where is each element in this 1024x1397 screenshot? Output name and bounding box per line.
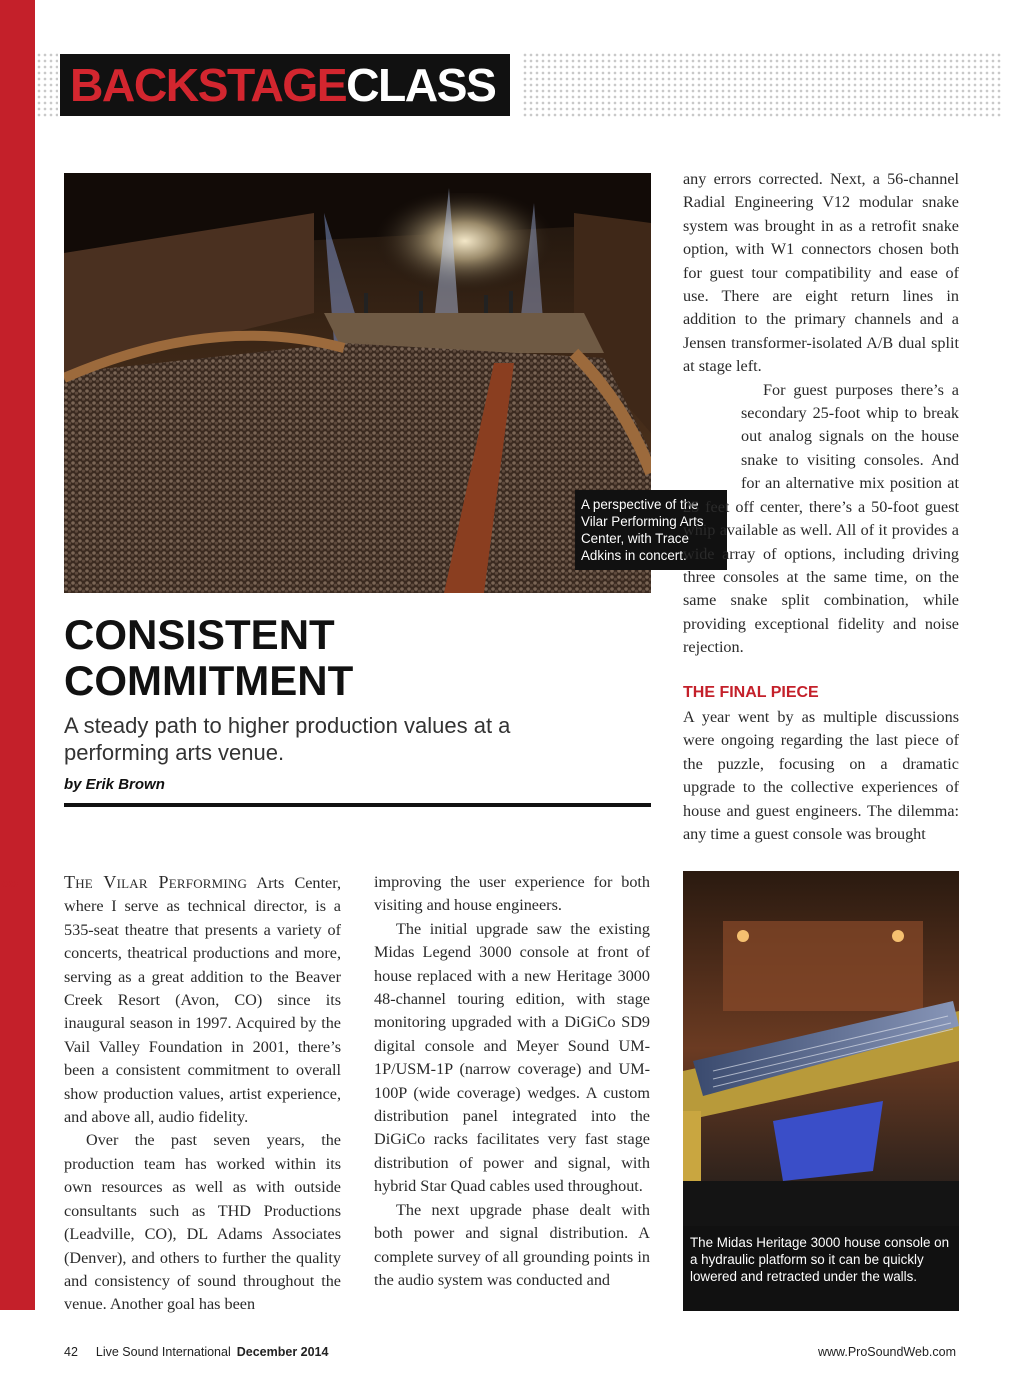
section-banner xyxy=(60,54,510,116)
console-caption: The Midas Heritage 3000 house console on a hydraulic platform so it can be quickly lowered and retracted under the walls. xyxy=(683,1226,959,1311)
caption-inset-space xyxy=(683,383,741,477)
article-subtitle: A steady path to higher production values at a performing arts venue. xyxy=(64,713,511,765)
issue-date: December 2014 xyxy=(236,1345,329,1359)
paragraph: The next upgrade phase dealt with both power and signal distribution. A complete survey of all grounding points in the audio system was conducted and xyxy=(374,1200,650,1289)
column-1 xyxy=(64,871,341,1317)
title-rule xyxy=(64,803,651,807)
section-heading: THE FINAL PIECE xyxy=(683,684,819,701)
column-3-bottom xyxy=(683,706,959,846)
column-2 xyxy=(374,871,650,1292)
paragraph-text: For guest purposes there’s a secondary 25-foot whip to break out analog signals on the house snake to visiting consoles. And for an alternative mix position at 25 feet off center, there’s a 50-foot guest whip available as well. All of it provides a wide array of options, including driving three consoles at the same time, on the same snake split combination, while providing exceptional fidelity and noise rejection. xyxy=(683,380,959,657)
red-margin-bar xyxy=(0,0,35,1310)
publication-name: Live Sound International xyxy=(95,1345,231,1359)
website-link[interactable]: www.ProSoundWeb.com xyxy=(817,1345,956,1359)
dot-pattern-right xyxy=(522,52,1002,118)
column-3-top xyxy=(683,168,959,660)
paragraph xyxy=(64,871,341,1129)
byline: by Erik Brown xyxy=(64,776,165,793)
banner-backstage: BACKSTAGE xyxy=(70,59,347,111)
paragraph-text: Arts Center, where I serve as technical director, is a 535-seat theatre that presents a variety of concerts, theatrical productions and more, serving as a great addition to the Beaver Creek Resort (Avon, CO) since its inaugural season in 1997. Acquired by the Vail Valley Foundation in 2001, there’s been a consistent commitment to overall show production values, artist experience, and above all, audio fidelity. xyxy=(64,874,341,1127)
lead-arrows-icon: ›››››› xyxy=(0,873,16,892)
footer-left xyxy=(64,1345,328,1359)
console-photo xyxy=(683,871,959,1226)
title-line-1: CONSISTENT xyxy=(64,611,335,658)
paragraph: improving the user experience for both visiting and house engineers. xyxy=(374,873,650,915)
lead-in: The Vilar Performing xyxy=(64,872,248,892)
paragraph: A year went by as multiple discussions were ongoing regarding the last piece of the puzzle, focusing on a dramatic upgrade to the collective experiences of house and guest engineers. The dilemma: any time a guest console was brought xyxy=(683,708,959,844)
article-title xyxy=(64,612,353,704)
dot-pattern-left xyxy=(36,52,58,118)
paragraph xyxy=(683,379,959,660)
title-line-2: COMMITMENT xyxy=(64,657,354,704)
paragraph: any errors corrected. Next, a 56-channel Radial Engineering V12 modular snake system was brought in as a retrofit snake option, with W1 connectors chosen both for guest tour compatibility and ease of use. There are eight return lines in addition to the primary channels and a Jensen transformer-isolated A/B dual split at stage left. xyxy=(683,170,959,376)
concert-hall-photo xyxy=(64,173,651,593)
page-number: 42 xyxy=(64,1345,78,1359)
banner-class: CLASS xyxy=(346,59,496,111)
paragraph: Over the past seven years, the production team has worked within its own resources as well as with outside consultants such as THD Productions (Leadville, CO), DL Adams Associates (Denver), and others to further the quality and consistency of sound throughout the venue. Another goal has been xyxy=(64,1131,341,1314)
paragraph: The initial upgrade saw the existing Midas Legend 3000 console at front of house replaced with a new Heritage 3000 48-channel touring edition, with stage monitoring upgraded with a DiGiCo SD9 digital console and Meyer Sound UM-1P/USM-1P (narrow coverage) and UM-100P (wide coverage) wedges. A custom distribution panel integrated into the DiGiCo racks facilitates very fast stage distribution of power and signal, with hybrid Star Quad cables used throughout. xyxy=(374,919,650,1196)
photo-caption: A perspective of the Vilar Performing Arts Center, with Trace Adkins in concert. xyxy=(575,490,727,570)
